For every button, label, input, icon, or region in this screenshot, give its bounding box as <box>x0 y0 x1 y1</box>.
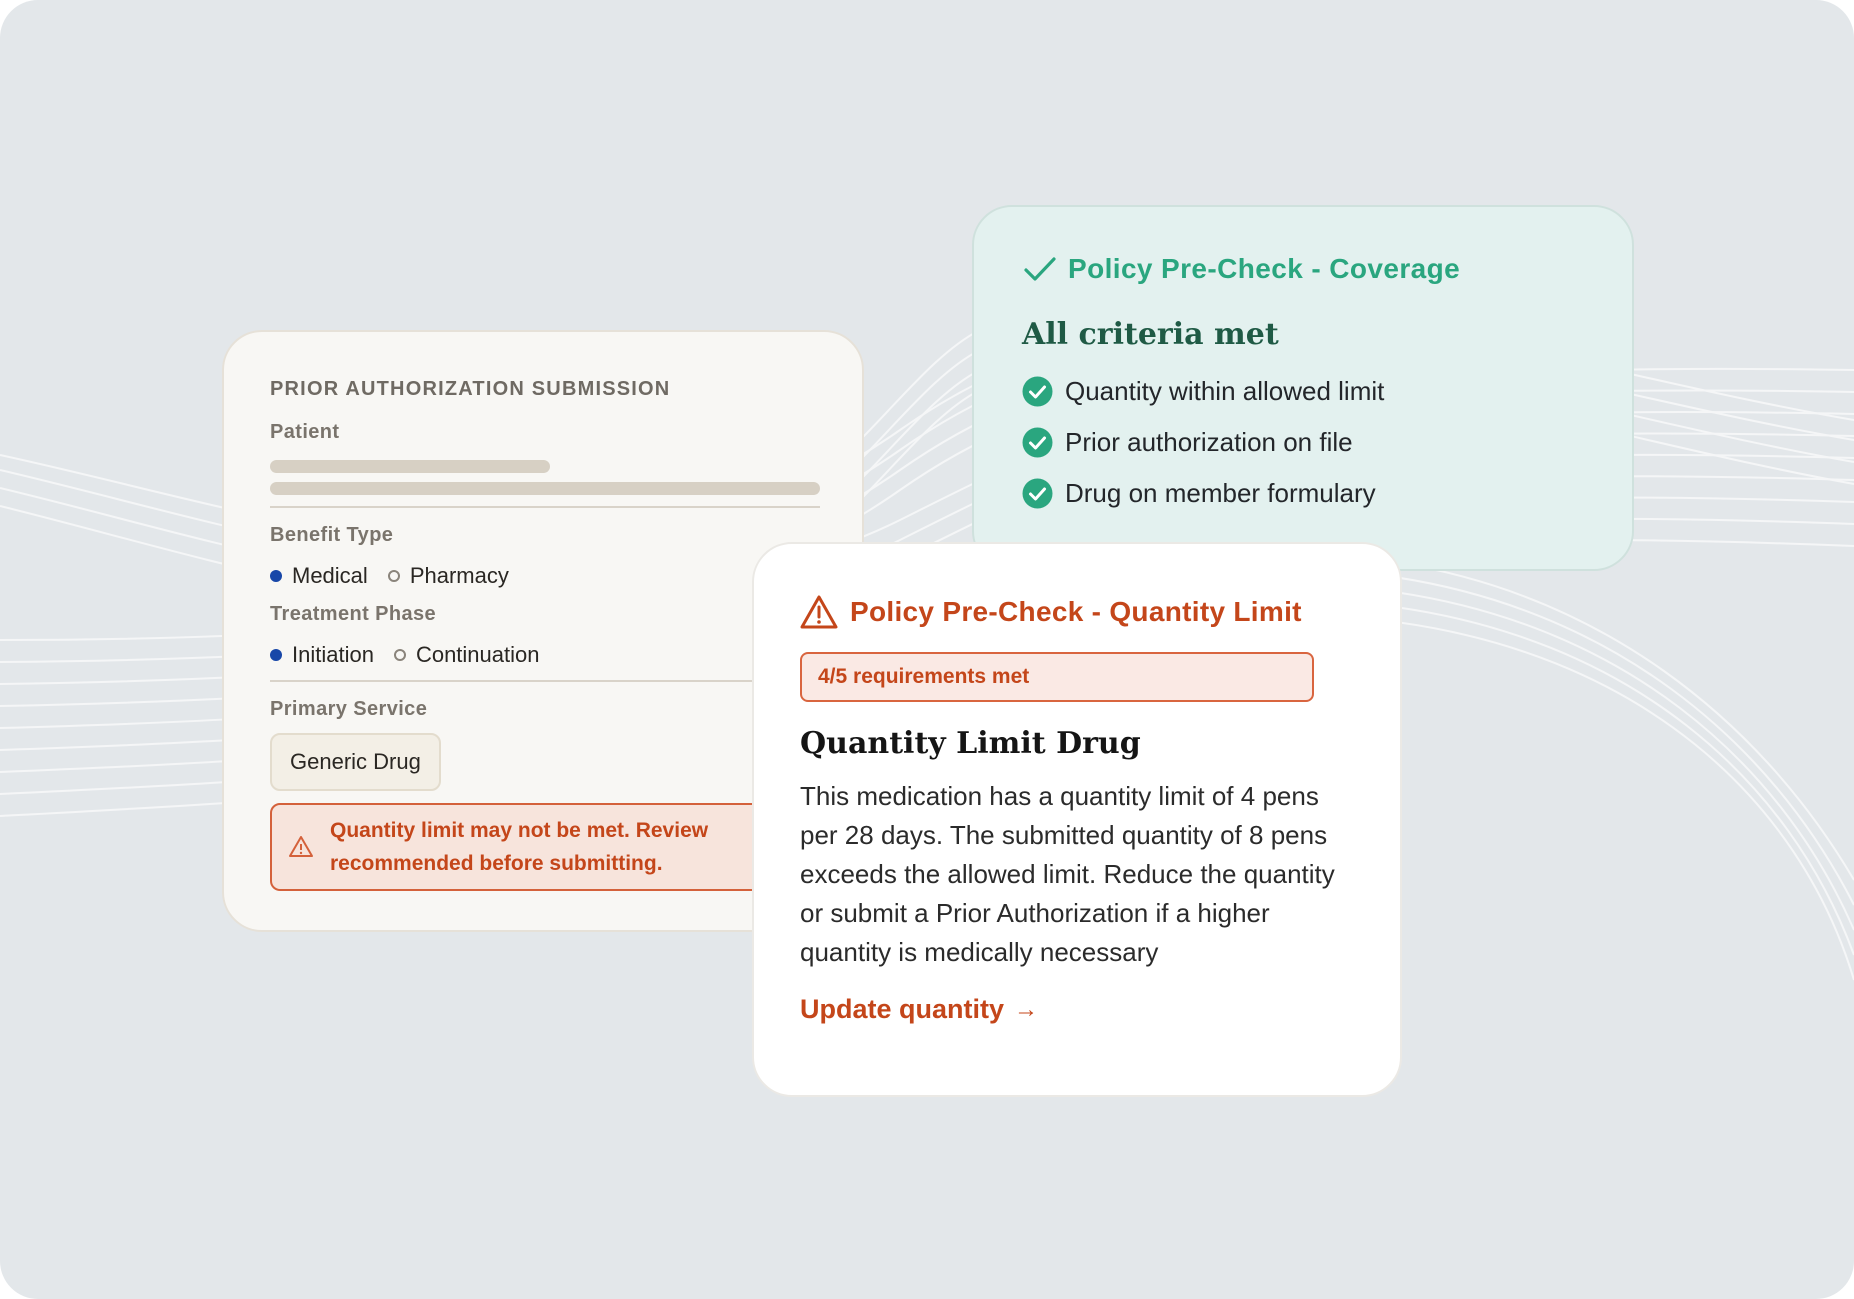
radio-unselected-icon <box>394 649 406 661</box>
quantity-limit-description: This medication has a quantity limit of 4 pens per 28 days. The submitted quantity of 8 pens exceeds the allowed limit. Reduce the quantity or submit a Prior Authorization if a higher quantity is medically necessary <box>800 781 1335 967</box>
primary-service-chip[interactable]: Generic Drug <box>270 733 441 791</box>
radio-label: Pharmacy <box>409 563 509 588</box>
criteria-item <box>1022 468 1584 519</box>
coverage-header <box>1022 253 1584 285</box>
coverage-heading: Policy Pre-Check - Coverage <box>1068 253 1461 284</box>
divider <box>270 680 820 682</box>
patient-label: Patient <box>270 421 340 443</box>
check-circle-icon <box>1022 376 1053 407</box>
arrow-right-icon: → <box>1014 995 1039 1023</box>
radio-pharmacy[interactable] <box>388 563 509 589</box>
quantity-limit-heading: Policy Pre-Check - Quantity Limit <box>850 596 1302 627</box>
treatment-phase-label: Treatment Phase <box>270 603 437 625</box>
patient-name-placeholder <box>270 460 550 473</box>
divider <box>270 506 820 508</box>
radio-medical[interactable] <box>270 563 368 589</box>
form-title: PRIOR AUTHORIZATION SUBMISSION <box>270 378 671 400</box>
radio-label: Initiation <box>292 642 374 667</box>
criteria-label: Drug on member formulary <box>1065 478 1376 508</box>
radio-continuation[interactable] <box>394 642 540 668</box>
warning-icon <box>288 834 314 860</box>
alert-line-2: recommended before submitting. <box>330 852 663 875</box>
treatment-phase-options <box>270 642 816 668</box>
radio-selected-icon <box>270 649 282 661</box>
criteria-item <box>1022 366 1584 417</box>
check-circle-icon <box>1022 478 1053 509</box>
primary-service-label: Primary Service <box>270 698 428 720</box>
radio-unselected-icon <box>388 570 400 582</box>
requirements-badge: 4/5 requirements met <box>800 652 1314 702</box>
update-quantity-label: Update quantity <box>800 994 1005 1024</box>
check-circle-icon <box>1022 427 1053 458</box>
check-icon <box>1022 253 1058 285</box>
coverage-precheck-card <box>972 205 1634 571</box>
update-quantity-link[interactable] <box>800 994 1038 1025</box>
criteria-label: Quantity within allowed limit <box>1065 376 1385 406</box>
criteria-item <box>1022 417 1584 468</box>
radio-label: Medical <box>292 563 368 588</box>
radio-initiation[interactable] <box>270 642 374 668</box>
patient-detail-placeholder <box>270 482 820 495</box>
quantity-limit-title: Quantity Limit Drug <box>800 726 1141 761</box>
radio-label: Continuation <box>415 642 540 667</box>
criteria-label: Prior authorization on file <box>1065 427 1353 457</box>
alert-line-1: Quantity limit may not be met. Review <box>330 819 709 842</box>
radio-selected-icon <box>270 570 282 582</box>
warning-icon <box>800 594 838 630</box>
coverage-status-title: All criteria met <box>1022 317 1279 352</box>
quantity-warning-alert <box>270 803 790 891</box>
quantity-limit-header <box>800 594 1354 630</box>
benefit-type-options <box>270 563 816 589</box>
quantity-limit-precheck-card <box>752 542 1402 1097</box>
benefit-type-label: Benefit Type <box>270 524 394 546</box>
